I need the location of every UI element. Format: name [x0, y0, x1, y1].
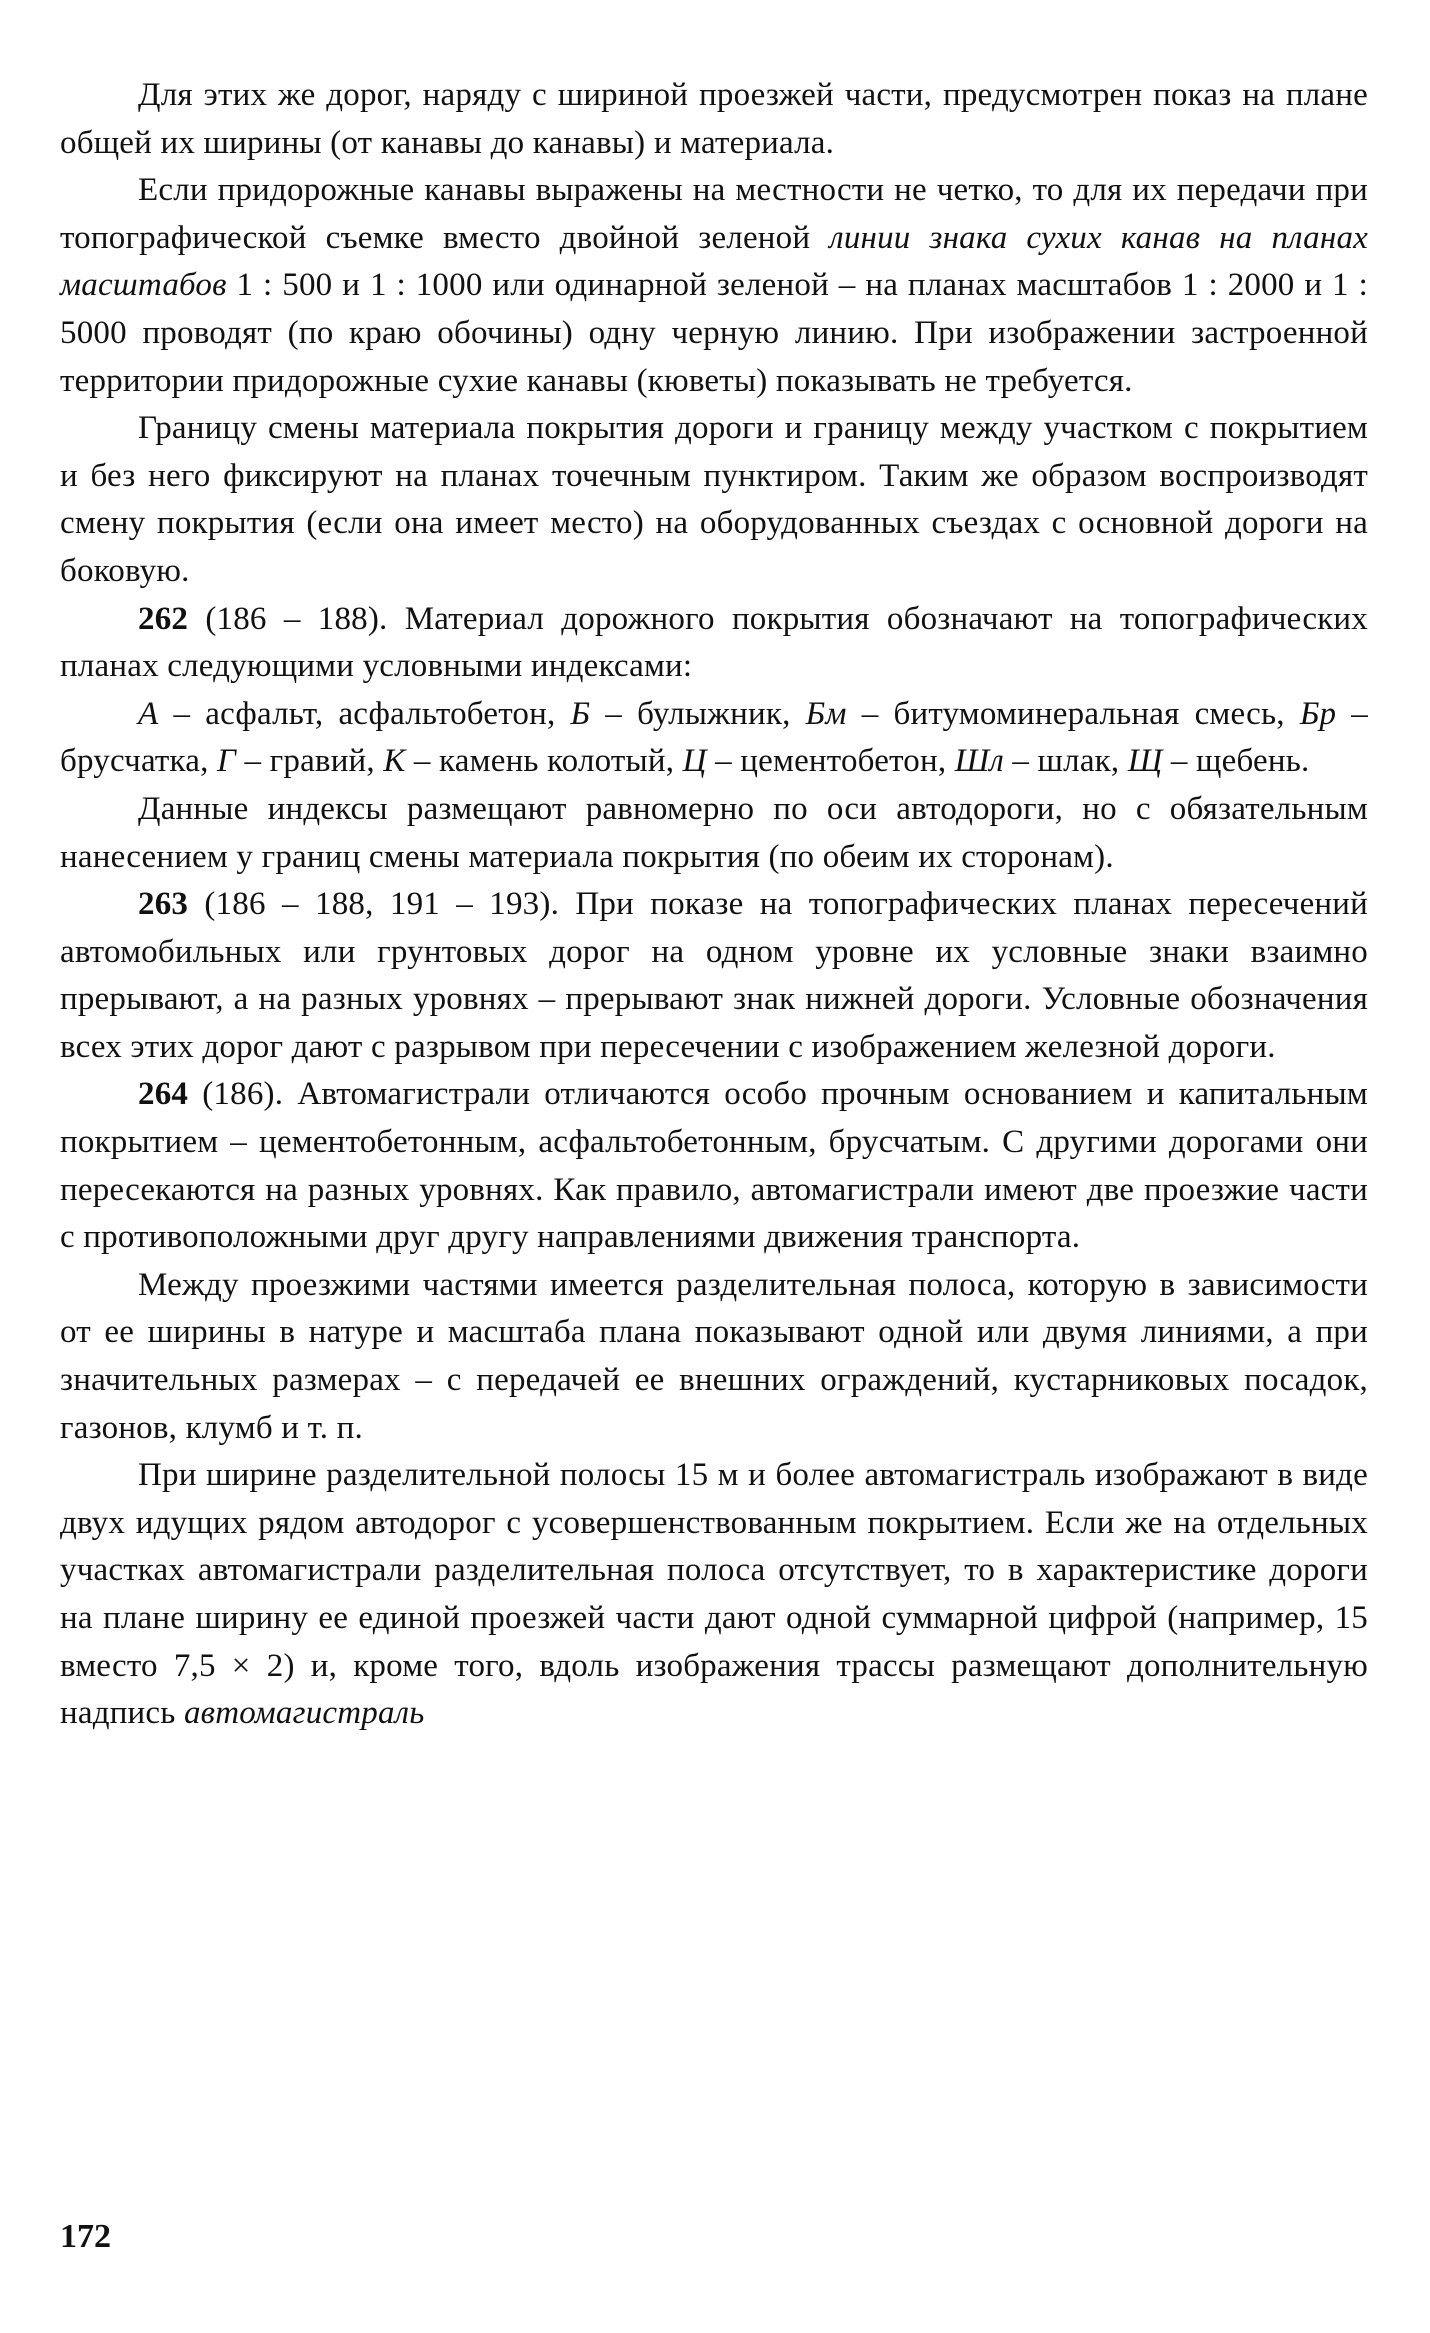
text-run: (186). Автомагистрали отличаются особо прочным основанием и капитальным покрытием – цементобетонным, асфальтобетонным, брусчатым. С другими дорогами они пересекаются на разных уровнях. Как правило, автомагистрали имеют две проезжие части с противоположными друг другу направлениями движения транспорта.	[60, 1076, 1368, 1256]
paragraph-surface-boundary	[60, 405, 1368, 595]
paragraph-index-placement	[60, 786, 1368, 881]
italic-text: автомагистраль	[183, 1695, 425, 1732]
page-body	[60, 72, 1368, 1738]
paragraph-strip-width	[60, 1452, 1368, 1738]
text-run: – брусчатка,	[60, 695, 1369, 780]
paragraph-264	[60, 1071, 1368, 1261]
paragraph-roadside-ditches	[60, 167, 1368, 405]
text-run: 1 : 500 и 1 : 1000 или одинарной зеленой – на планах масштабов 1 : 2000 и 1 : 5000 проводят (по краю обочины) одну черную линию. При изображении застроенной территории придорожные сухие канавы (кюветы) показывать не требуется.	[60, 267, 1368, 399]
paragraph-road-width	[60, 72, 1368, 167]
section-number: 263	[138, 886, 189, 923]
text-run: – битумоминеральная смесь,	[846, 695, 1300, 732]
text-run: При ширине разделительной полосы 15 м и более автомагистраль изображают в виде двух идущих рядом автодорог с усовершенствованным покрытием. Если же на отдельных участках автомагистрали разделительная полоса отсутствует, то в характеристике дороги на плане ширину ее единой проезжей части дают одной суммарной цифрой (например, 15 вместо 7,5 × 2) и, кроме того, вдоль изображения трассы размещают дополнительную надпись	[60, 1457, 1368, 1732]
page-number: 172	[60, 2218, 111, 2255]
text-run: Для этих же дорог, наряду с шириной проезжей части, предусмотрен показ на плане общей их ширины (от канавы до канавы) и материала.	[60, 77, 1368, 161]
italic-text: Бм	[805, 695, 847, 732]
text-run: Границу смены материала покрытия дороги и границу между участком с покрытием и без него фиксируют на планах точечным пунктиром. Таким же образом воспроизводят смену покрытия (если она имеет место) на оборудованных съездах с основной дороги на боковую.	[60, 410, 1368, 589]
italic-text: линии знака сухих канав на планах масштабов	[60, 219, 1368, 304]
text-run: Между проезжими частями имеется разделительная полоса, которую в зависимости от ее ширины в натуре и масштаба плана показывают одной или двумя линиями, а при значительных размерах – с передачей ее внешних ограждений, кустарниковых посадок, газонов, клумб и т. п.	[60, 1266, 1368, 1446]
paragraph-263	[60, 881, 1368, 1071]
italic-text: Б	[570, 695, 591, 732]
text-run: (186 – 188, 191 – 193). При показе на топографических планах пересечений автомобильных или грунтовых дорог на одном уровне их условные знаки взаимно прерывают, а на разных уровнях – прерывают знак нижней дороги. Условные обозначения всех этих дорог дают с разрывом при пересечении с изображением железной дороги.	[60, 886, 1368, 1065]
text-run: Данные индексы размещают равномерно по оси автодороги, но с обязательным нанесением у границ смены материала покрытия (по обеим их сторонам).	[60, 790, 1368, 875]
italic-text: К	[383, 743, 406, 780]
text-run: – цементобетон,	[706, 743, 955, 780]
paragraph-material-indices	[60, 691, 1368, 786]
paragraph-262	[60, 596, 1368, 691]
text-run: – булыжник,	[590, 695, 806, 732]
text-run: – шлак,	[1003, 743, 1128, 780]
text-run: – щебень.	[1162, 743, 1310, 780]
italic-text: Ц	[682, 743, 707, 780]
section-number: 262	[138, 600, 189, 637]
paragraph-dividing-strip	[60, 1262, 1368, 1452]
italic-text: А	[138, 695, 159, 732]
text-run: – гравий,	[236, 743, 384, 780]
text-run: – камень колотый,	[405, 743, 683, 780]
italic-text: Г	[217, 743, 237, 780]
text-run: – асфальт, асфальтобетон,	[158, 695, 571, 732]
section-number: 264	[138, 1076, 189, 1113]
italic-text: Шл	[954, 743, 1004, 780]
text-run: (186 – 188). Материал дорожного покрытия обозначают на топографических планах следующими условными индексами:	[60, 600, 1368, 685]
text-run: Если придорожные канавы выражены на местности не четко, то для их передачи при топографической съемке вместо двойной зеленой	[60, 172, 1368, 256]
italic-text: Щ	[1127, 743, 1163, 780]
italic-text: Бр	[1299, 695, 1337, 732]
